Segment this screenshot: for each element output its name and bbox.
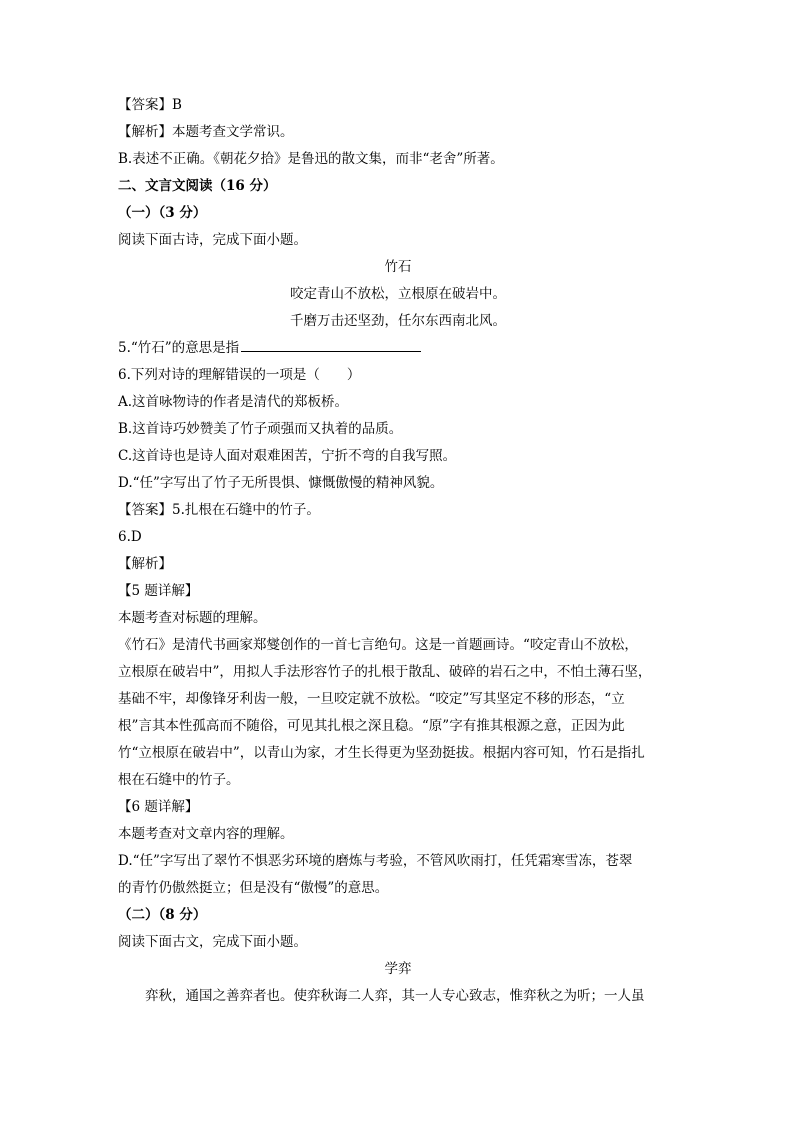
answer-blank[interactable]	[241, 337, 421, 352]
instruction-read-classical-text: 阅读下面古文，完成下面小题。	[118, 934, 307, 950]
detail-5-heading: 【5 题详解】	[118, 583, 199, 599]
question-5	[118, 335, 678, 362]
document-page	[118, 92, 678, 1010]
answer-line-b: 【答案】B	[118, 97, 182, 113]
detail-5-paragraph-line-6: 根在石缝中的竹子。	[118, 772, 240, 788]
subsection-heading-one: （一）（3 分）	[118, 205, 207, 221]
poem-title-zhushi: 竹石	[384, 259, 412, 275]
section-heading-classical-chinese: 二、文言文阅读（16 分）	[118, 178, 277, 194]
detail-5-paragraph-line-2: 立根原在破岩中”，用拟人手法形容竹子的扎根于散乱、破碎的岩石之中，不怕土薄石坚，	[118, 664, 652, 680]
subsection-heading-two: （二）（8 分）	[118, 907, 207, 923]
instruction-read-poem: 阅读下面古诗，完成下面小题。	[118, 232, 307, 248]
detail-5-paragraph-line-1: 《竹石》是清代书画家郑燮创作的一首七言绝句。这是一首题画诗。“咬定青山不放松，	[118, 637, 638, 653]
detail-6-paragraph-line-1: D.“任”字写出了翠竹不惧恶劣环境的磨炼与考验，不管风吹雨打，任凭霜寒雪冻，苍翠	[118, 853, 633, 869]
analysis-line: 【解析】本题考查文学常识。	[118, 124, 294, 140]
option-c: C.这首诗也是诗人面对艰难困苦，宁折不弯的自我写照。	[118, 448, 457, 464]
detail-5-paragraph-line-4: 根”言其本性孤高而不随俗，可见其扎根之深且稳。“原”字有推其根源之意，正因为此	[118, 718, 625, 734]
question-6: 6.下列对诗的理解错误的一项是（ ）	[118, 367, 361, 383]
detail-5-paragraph-line-5: 竹“立根原在破岩中”，以青山为家，才生长得更为坚劲挺拔。根据内容可知，竹石是指扎	[118, 745, 645, 761]
answer-5: 【答案】5.扎根在石缝中的竹子。	[118, 502, 320, 518]
classical-text-line-1: 弈秋，通国之善弈者也。使弈秋诲二人弈，其一人专心致志，惟弈秋之为听；一人虽	[145, 988, 645, 1004]
detail-5-paragraph-line-3: 基础不牢，却像锋牙利齿一般，一旦咬定就不放松。“咬定”写其坚定不移的形态，“立	[118, 691, 625, 707]
classical-text-title: 学弈	[384, 961, 412, 977]
detail-6-intro: 本题考查对文章内容的理解。	[118, 826, 294, 842]
detail-6-paragraph-line-2: 的青竹仍傲然挺立；但是没有“傲慢”的意思。	[118, 880, 389, 896]
question-5-text: 5.“竹石”的意思是指	[118, 340, 240, 356]
poem-line-2: 千磨万击还坚劲，任尔东西南北风。	[290, 313, 506, 329]
option-b: B.这首诗巧妙赞美了竹子顽强而又执着的品质。	[118, 421, 403, 437]
analysis-heading: 【解析】	[118, 556, 172, 572]
answer-6: 6.D	[118, 529, 142, 545]
option-d: D.“任”字写出了竹子无所畏惧、慷慨傲慢的精神风貌。	[118, 475, 444, 491]
poem-line-1: 咬定青山不放松，立根原在破岩中。	[290, 286, 506, 302]
detail-5-intro: 本题考查对标题的理解。	[118, 610, 267, 626]
analysis-detail-b: B.表述不正确。《朝花夕拾》是鲁迅的散文集，而非“老舍”所著。	[118, 151, 504, 167]
option-a: A.这首咏物诗的作者是清代的郑板桥。	[118, 394, 349, 410]
detail-6-heading: 【6 题详解】	[118, 799, 199, 815]
